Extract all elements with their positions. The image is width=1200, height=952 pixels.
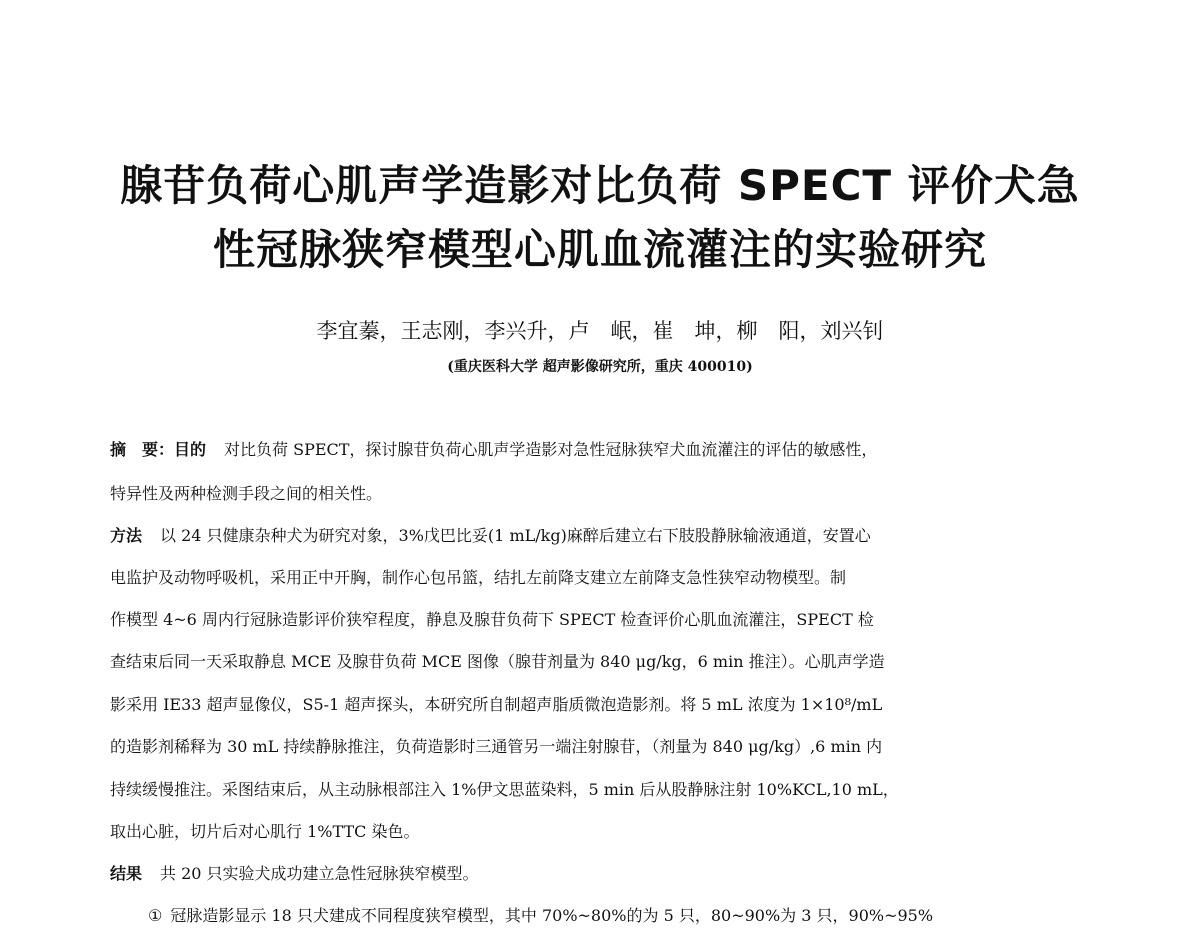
methods-text: 以 24 只健康杂种犬为研究对象，3%戊巴比妥(1 mL/kg)麻醉后建立右下肢股静脉输液通道，安置心 [160, 526, 871, 545]
abstract-methods-line [110, 524, 1070, 548]
paper-title-line-2: 性冠脉狭窄模型心肌血流灌注的实验研究 [212, 225, 987, 274]
methods-text-line: 电监护及动物呼吸机，采用正中开胸，制作心包吊篮，结扎左前降支建立左前降支急性狭窄动物模型。制 [110, 568, 847, 587]
objective-text-cont: 特异性及两种检测手段之间的相关性。 [110, 484, 383, 503]
methods-text-line: 持续缓慢推注。采图结束后，从主动脉根部注入 1%伊文思蓝染料，5 min 后从股静脉注射 10%KCL,10 mL， [110, 780, 899, 799]
results-text: 共 20 只实验犬成功建立急性冠脉狭窄模型。 [160, 864, 479, 883]
affiliation: (重庆医科大学 超声影像研究所，重庆 400010) [447, 359, 753, 375]
result-item-1 [148, 904, 1070, 928]
objective-label: 摘 要：目的 [110, 440, 207, 459]
abstract-objective-line [110, 438, 1070, 462]
abstract-results-line [110, 862, 1070, 886]
methods-text-line: 查结束后同一天采取静息 MCE 及腺苷负荷 MCE 图像（腺苷剂量为 840 μg/kg，6 min 推注）。心肌声学造 [110, 652, 885, 671]
objective-text: 对比负荷 SPECT，探讨腺苷负荷心肌声学造影对急性冠脉狭窄犬血流灌注的评估的敏感性， [224, 440, 878, 459]
paper-title-line-1: 腺苷负荷心肌声学造影对比负荷 SPECT 评价犬急 [120, 161, 1080, 210]
result-item-text: 冠脉造影显示 18 只犬建成不同程度狭窄模型，其中 70%~80%的为 5 只，80~90%为 3 只，90%~95% [170, 906, 934, 925]
methods-text-line: 的造影剂稀释为 30 mL 持续静脉推注，负荷造影时三通管另一端注射腺苷，（剂量为 840 μg/kg）,6 min 内 [110, 737, 883, 756]
results-label: 结果 [110, 864, 143, 883]
methods-text-line: 影采用 IE33 超声显像仪，S5-1 超声探头，本研究所自制超声脂质微泡造影剂。将 5 mL 浓度为 1×10⁸/mL [110, 695, 883, 714]
methods-text-line: 作模型 4~6 周内行冠脉造影评价狭窄程度，静息及腺苷负荷下 SPECT 检查评价心肌血流灌注，SPECT 检 [110, 610, 874, 629]
methods-label: 方法 [110, 526, 143, 545]
methods-text-line: 取出心脏，切片后对心肌行 1%TTC 染色。 [110, 822, 420, 841]
author-list: 李宜蓁，王志刚，李兴升，卢 岷，崔 坤，柳 阳，刘兴钊 [316, 319, 884, 343]
result-item-marker: ① [148, 906, 163, 925]
